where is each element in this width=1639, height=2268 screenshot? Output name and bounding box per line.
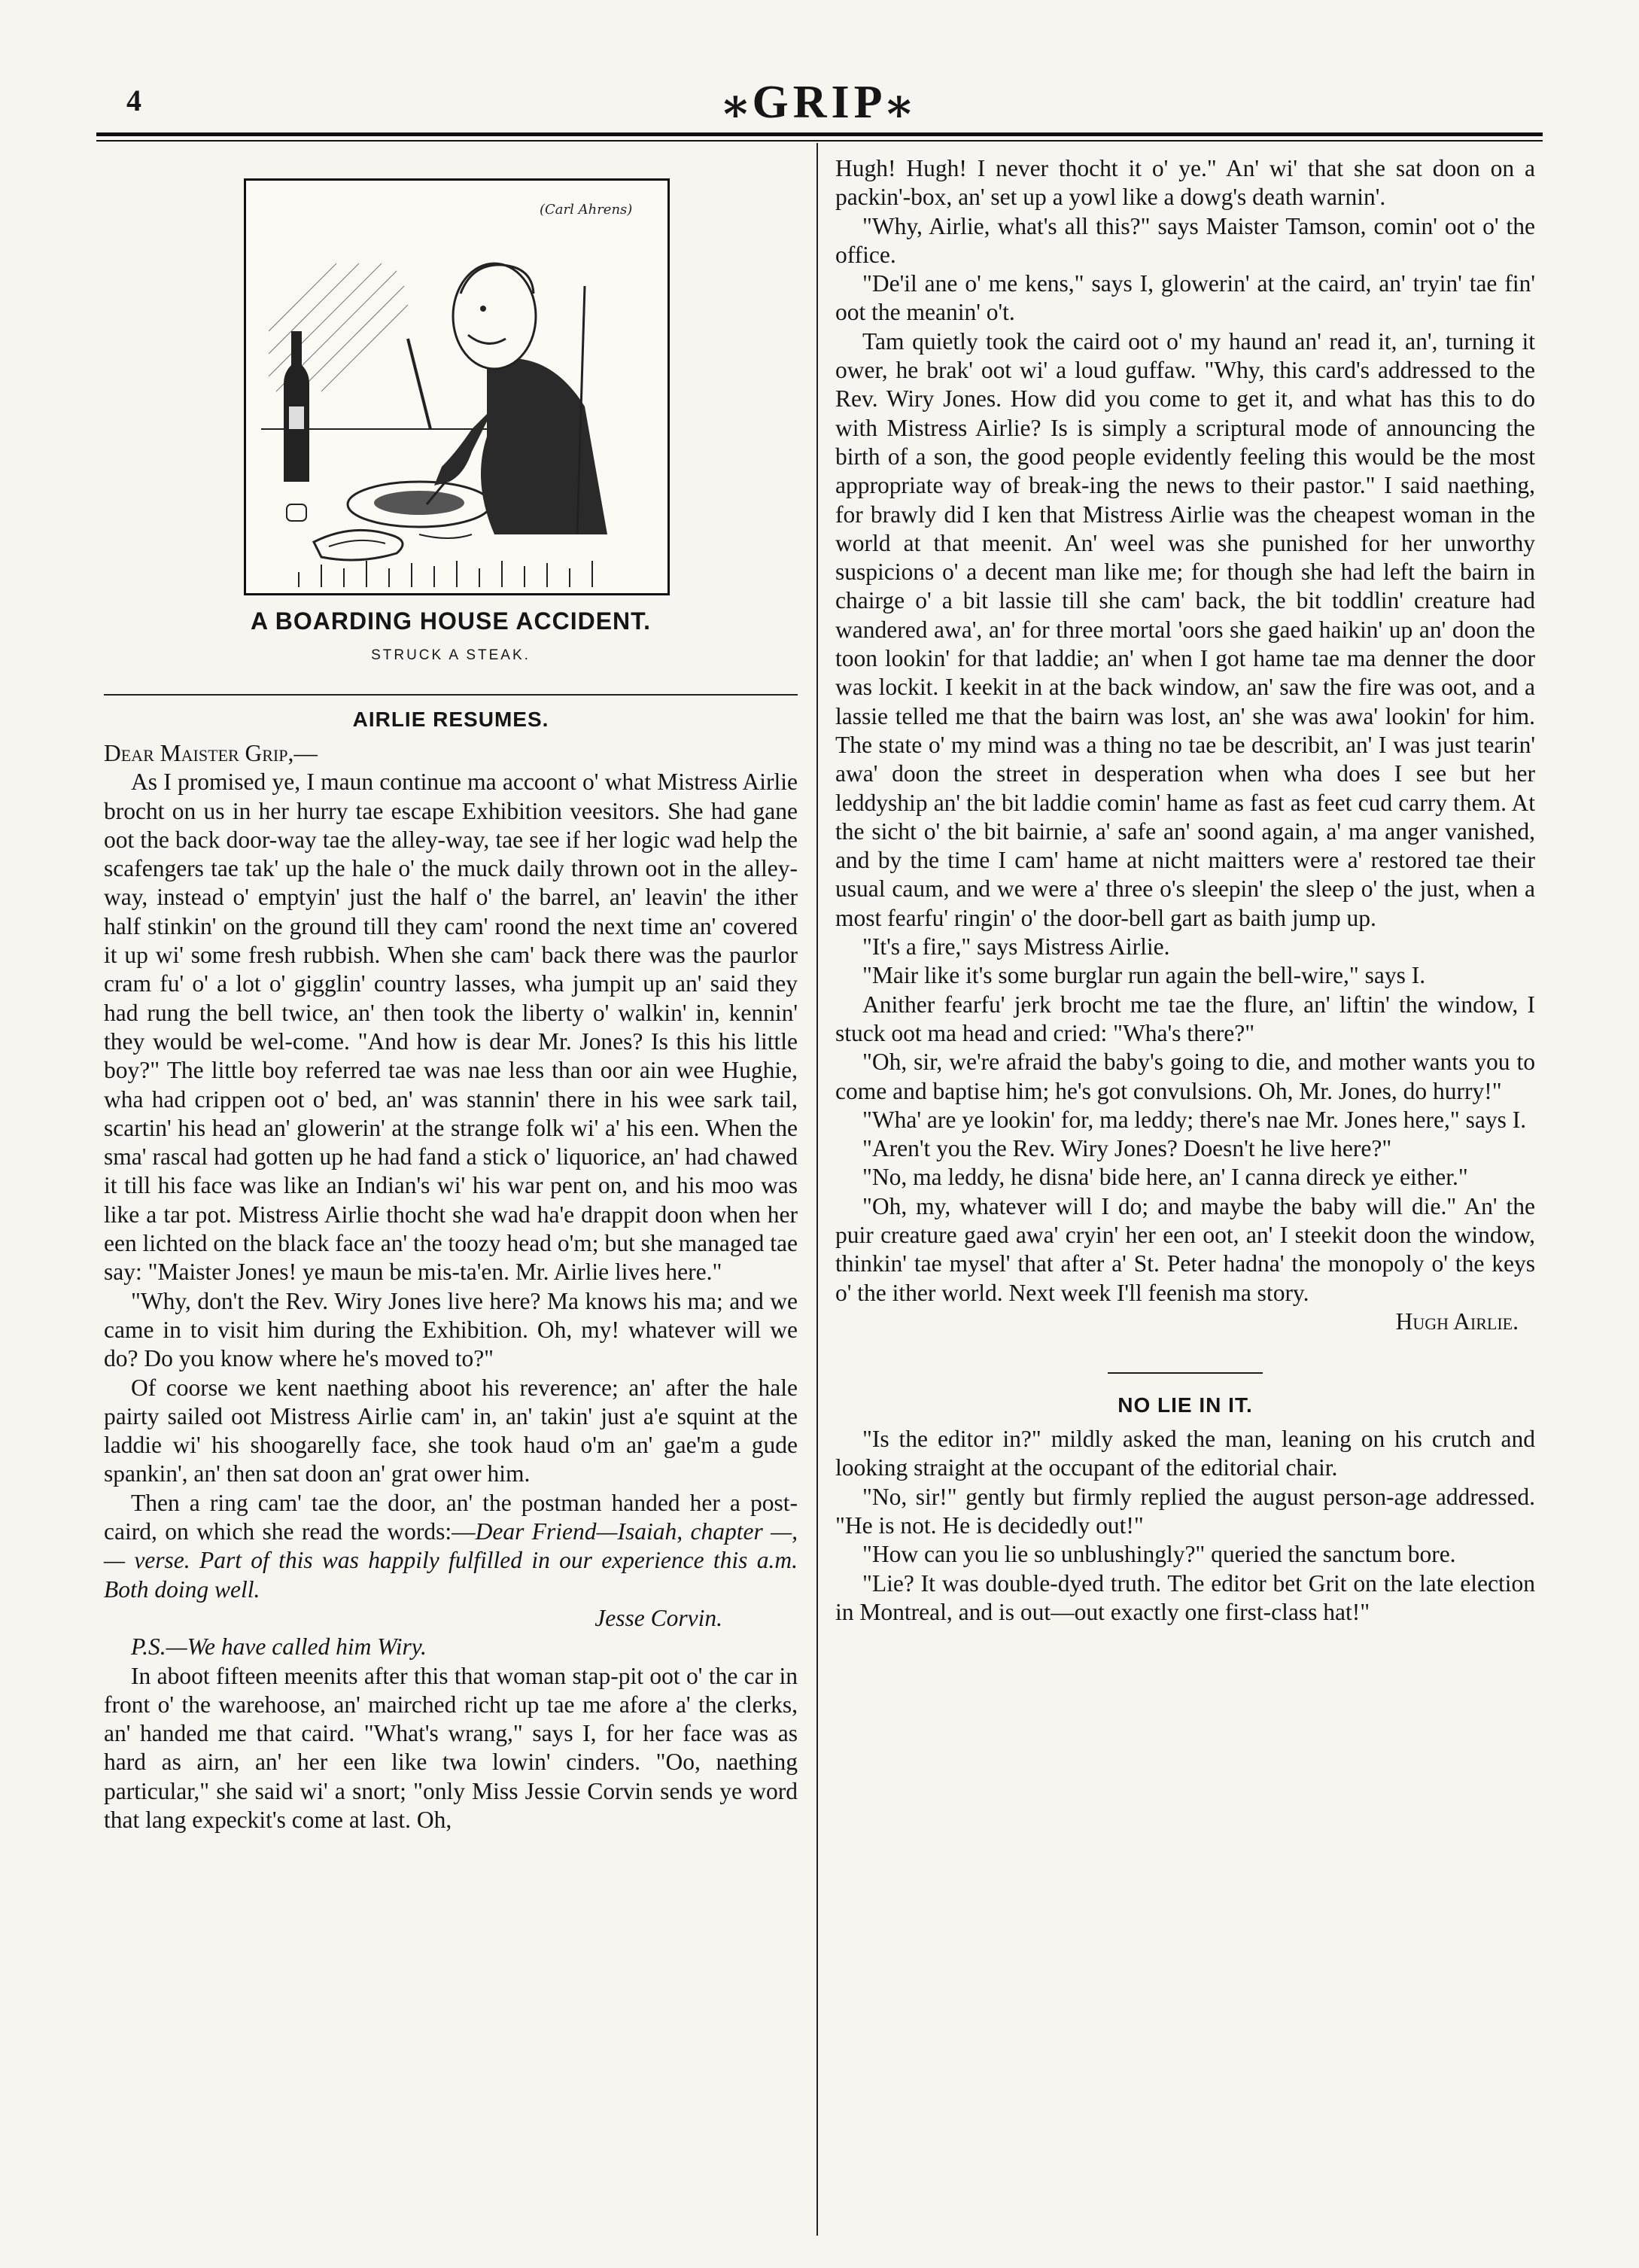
article-signature: Hugh Airlie. [1395,1308,1519,1335]
postcard-text: Dear Friend—Isaiah, chapter —, — verse. Part of this was happily fulfilled in our experience this a.m. Both doing well. [104,1518,798,1603]
paragraph: "Is the editor in?" mildly asked the man, leaning on his crutch and looking straight at the occupant of the editorial chair. [835,1426,1535,1481]
cartoon-drawing [246,181,667,593]
masthead [96,71,1543,131]
paragraph: "Aren't you the Rev. Wiry Jones? Doesn't he live here?" [862,1135,1392,1162]
page-number: 4 [126,84,141,117]
illustration [104,154,798,598]
postcard-signature: Jesse Corvin. [594,1604,722,1631]
paragraph: "No, ma leddy, he disna' bide here, an' I canna direck ye either." [862,1164,1468,1191]
column-divider [816,143,818,2236]
postscript: P.S.—We have called him Wiry. [131,1633,427,1661]
paragraph-text: Then a ring cam' tae the door, an' the postman handed her a post-caird, on which she read the words:— [104,1489,798,1545]
paragraph: "Mair like it's some burglar run again the bell-wire," says I. [862,962,1426,989]
salutation: Dear Maister Grip,— [104,740,318,766]
paragraph: "Lie? It was double-dyed truth. The editor bet Grit on the late election in Montreal, and is out—out exactly one first-class hat!" [835,1569,1535,1625]
paragraph: "Why, don't the Rev. Wiry Jones live here? Ma knows his ma; and we came in to visit him during the Exhibition. Oh, my! whatever will we do? Do you know where he's moved to?" [104,1287,798,1372]
paragraph: "Oh, my, whatever will I do; and maybe the baby will die." An' the puir creature gaed awa' cryin' her een oot, an' I steekit doon the window, thinkin' tae mysel' that after a' St. Peter hadna' the monopoly o' the keys o' the ither world. Next week I'll feenish ma story. [835,1192,1535,1306]
masthead-rule-thin [96,140,1543,142]
paragraph: "No, sir!" gently but firmly replied the august person-age addressed. "He is not. He is decidedly out!" [835,1483,1535,1539]
paragraph [104,1489,798,1633]
article-title-2: NO LIE IN IT. [1118,1393,1253,1417]
paragraph: "It's a fire," says Mistress Airlie. [862,933,1170,960]
paragraph: Tam quietly took the caird oot o' my haund an' read it, an', turning it ower, he brak' oot wi' a loud guffaw. "Why, this card's addressed to the Rev. Wiry Jones. How did you come to get it, and what has this to do with Mistress Airlie? Is is simply a scriptural mode of announcing the birth of a son, the good people evidently feeling this would be the most appropriate way of break-ing the news to their pastor." I said naething, for brawly did I ken that Mistress Airlie was the cheapest woman in the world at that meenit. An' weel was she punished for her unworthy suspicions o' a decent man like me; for though she had left the bairn in chairge o' a bit lassie till she cam' back, the bit toddlin' creature had wandered awa', an' for three mortal 'oors she gaed haikin' up an' doon the toon lookin' for that laddie; an' when I got hame tae ma denner the door was lockit. I keekit in at the back window, an' saw the fire was oot, and a lassie telled me that the bairn was lost, an' she was awa' lookin' for him. The state o' my mind was a thing no tae be describit, an' I was just tearin' awa' doon the street in desperation when wha does I see but her leddyship an' the bit laddie comin' hame as fast as feet cud carry them. At the sicht o' the bit bairnie, a' safe an' soond again, a' ma anger vanished, and by the time I cam' hame at nicht maitters were a' restored tae their usual caum, and we were a' three o's sleepin' the sleep o' the just, when a most fearfu' ringin' o' the door-bell gart as baith jump up. [835,327,1535,931]
left-column [104,154,798,1834]
cartoon-frame [244,178,670,595]
paragraph: Hugh! Hugh! I never thocht it o' ye." An' wi' that she sat doon on a packin'-box, an' set up a yowl like a dowg's death warnin'. [835,155,1535,211]
paragraph: "Why, Airlie, what's all this?" says Maister Tamson, comin' oot o' the office. [835,212,1535,268]
paragraph: Of coorse we kent naething aboot his reverence; an' after the hale pairty sailed oot Mistress Airlie cam' in, an' takin' just a'e squint at the laddie wi' his shoogarelly face, she took haud o'm an' gae'm a gude spankin', an' then sat doon an' grat ower him. [104,1374,798,1487]
paragraph: Anither fearfu' jerk brocht me tae the flure, an' liftin' the window, I stuck oot ma head and cried: "Wha's there?" [835,991,1535,1046]
masthead-rule-thick [96,132,1543,136]
illustration-caption: A BOARDING HOUSE ACCIDENT. [250,607,652,635]
section-divider-short [1108,1372,1263,1374]
article-title: AIRLIE RESUMES. [352,708,549,731]
paragraph: "Wha' are ye lookin' for, ma leddy; there's nae Mr. Jones here," says I. [862,1106,1527,1133]
right-column [835,154,1535,1627]
svg-text:(Carl Ahrens): (Carl Ahrens) [540,202,633,218]
paragraph: "Oh, sir, we're afraid the baby's going to die, and mother wants you to come and baptise him; he's got convulsions. Oh, Mr. Jones, do hurry!" [835,1049,1535,1104]
paragraph: In aboot fifteen meenits after this that woman stap-pit oot o' the car in front o' the warehoose, an' mairched richt up tae me afore a' the clerks, an' handed me that caird. "What's wrang," says I, for her face was as hard as airn, an' her een like twa lowin' cinders. "Oo, naething particular," she said wi' a snort; "only Miss Jessie Corvin sends ye word that lang expeckit's come at last. Oh, [104,1662,798,1833]
illustration-subcaption: STRUCK A STEAK. [371,647,531,663]
section-divider [104,694,798,696]
paragraph: "How can you lie so unblushingly?" queried the sanctum bore. [862,1541,1456,1568]
paragraph: As I promised ye, I maun continue ma accoont o' what Mistress Airlie brocht on us in her hurry tae escape Exhibition veesitors. She had gane oot the back door-way tae the alley-way, tae see if her logic wad help the scafengers tae tak' up the hale o' the muck daily thrown oot in the alley-way, instead o' emptyin' just the half o' the barrel, an' leavin' the ither half stinkin' on the ground till they cam' roond the next time an' covered it up wi' some fresh rubbish. When she cam' back there was the paurlor cram fu' o' a lot o' gigglin' country lasses, wha jumpit up an' said they had rung the bell twice, an' then took the liberty o' walkin' in, kennin' they would be wel-come. "And how is dear Mr. Jones? Is this his little boy?" The little boy referred tae was nae less than oor ain wee Hughie, wha had crippen oot o' bed, an' was stannin' there in his wee sark tail, scartin' his head an' glowerin' at the strange folk wi' a' his een. When the sma' rascal had gotten up he had fand a stick o' liquorice, an' had chawed it till his face was like an Indian's wi' his war pent on, and his moo was like a tar pot. Mistress Airlie thocht she wad ha'e drappit doon when her een lichted on the black face an' the toozy head o'm; but she managed tae say: "Maister Jones! ye maun be mis-ta'en. Mr. Airlie lives here." [104,769,798,1286]
masthead-title: ⁎GRIP⁎ [723,77,916,128]
paragraph: "De'il ane o' me kens," says I, glowerin' at the caird, an' tryin' tae fin' oot the meanin' o't. [835,270,1535,326]
